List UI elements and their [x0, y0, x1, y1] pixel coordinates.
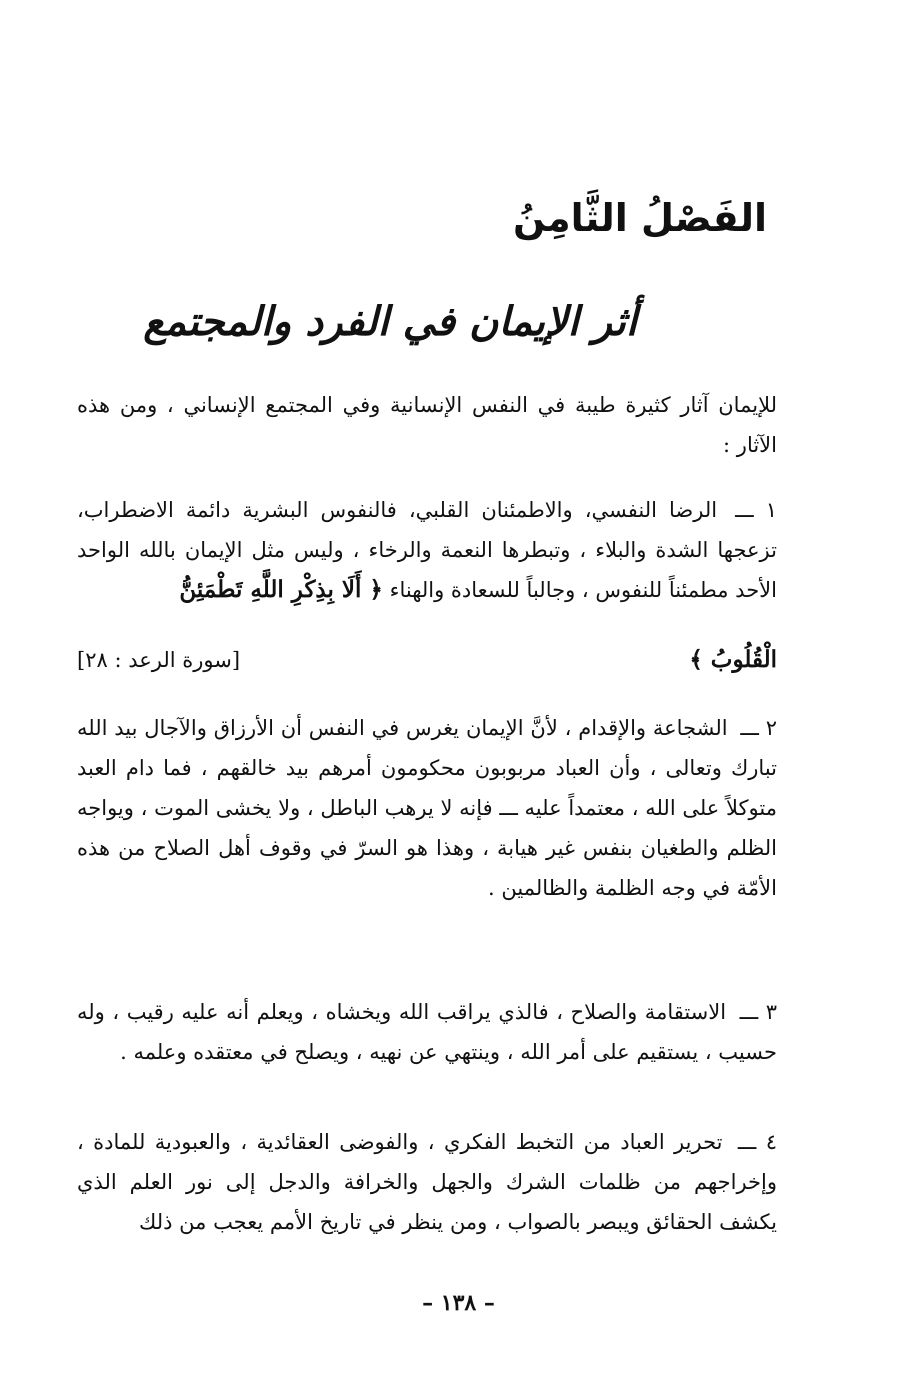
- item-number: ٤ ـــ: [737, 1130, 777, 1154]
- quran-quote-end: الْقُلُوبُ ﴾: [689, 646, 777, 673]
- surah-reference: [سورة الرعد : ٢٨]: [77, 648, 241, 672]
- intro-paragraph: للإيمان آثار كثيرة طيبة في النفس الإنسانية وفي المجتمع الإنساني ، ومن هذه الآثار :: [77, 393, 777, 457]
- item-number: ٢ ـــ: [740, 716, 777, 740]
- list-item-1: [77, 490, 777, 610]
- item-text: الاستقامة والصلاح ، فالذي يراقب الله ويخشاه ، ويعلم أنه عليه رقيب ، وله حسيب ، يستقيم على أمر الله ، وينتهي عن نهيه ، ويصلح في معتقده وعلمه .: [77, 1000, 777, 1064]
- list-item-4: [77, 1122, 777, 1242]
- item-number: ٣ ـــ: [739, 1000, 777, 1024]
- item-text: الرضا النفسي، والاطمئنان القلبي، فالنفوس البشرية دائمة الاضطراب، تزعجها الشدة والبلاء ، وتبطرها النعمة والرخاء ، وليس مثل الإيمان بالله الواحد الأحد مطمئناً للنفوس ، وجالباً للسعادة والهناء: [77, 498, 777, 602]
- item-text: تحرير العباد من التخبط الفكري ، والفوضى العقائدية ، والعبودية للمادة ، وإخراجهم من ظلمات الشرك والجهل والخرافة والدجل إلى نور العلم الذي يكشف الحقائق ويبصر بالصواب ، ومن ينظر في تاريخ الأمم يعجب من ذلك: [77, 1130, 777, 1234]
- list-item-2: [77, 708, 777, 908]
- quote-reference-line: [77, 640, 777, 680]
- page-number: – ١٣٨ –: [422, 1290, 495, 1316]
- list-item-3: [77, 992, 777, 1072]
- item-number: ١ ـــ: [735, 498, 777, 522]
- chapter-title: الفَصْلُ الثَّامِنُ: [512, 196, 767, 240]
- main-title: أثر الإيمان في الفرد والمجتمع: [143, 298, 637, 345]
- item-text: الشجاعة والإقدام ، لأنَّ الإيمان يغرس في النفس أن الأرزاق والآجال بيد الله تبارك وتعالى ، وأن العباد مربوبون محكومون أمرهم بيد خالقهم ، فما دام العبد متوكلاً على الله ، معتمداً عليه ـــ فإنه لا يرهب الباطل ، ولا يخشى الموت ، ويواجه الظلم والطغيان بنفس غير هيابة ، وهذا هو السرّ في وقوف أهل الصلاح من هذه الأمّة في وجه الظلمة والظالمين .: [77, 716, 777, 900]
- quran-quote: ﴿ أَلَا بِذِكْرِ اللَّهِ تَطْمَئِنُّ: [179, 576, 383, 603]
